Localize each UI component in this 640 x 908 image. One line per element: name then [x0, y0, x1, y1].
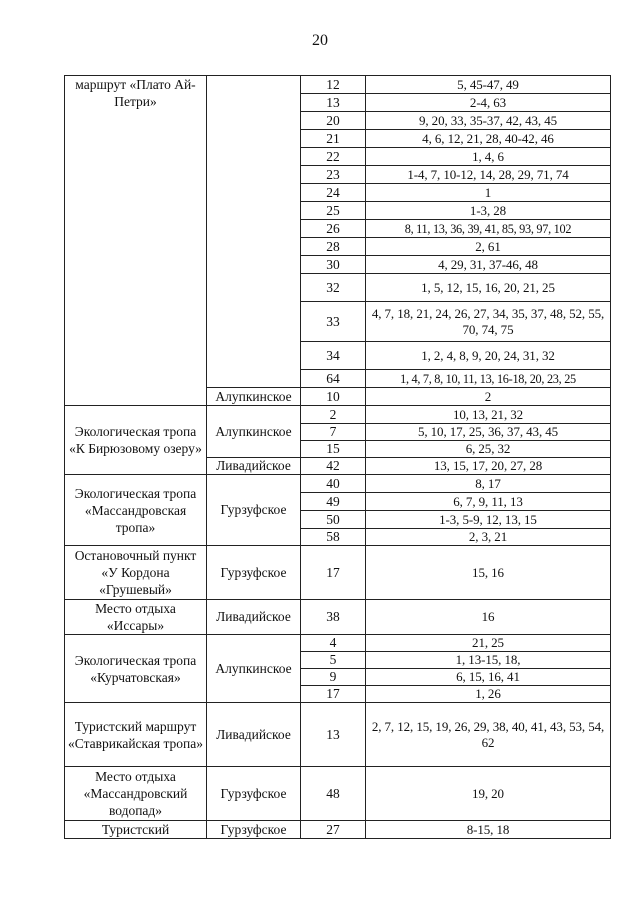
- table-row: [65, 600, 611, 635]
- object-name-cell: Туристский маршрут «Ставрикайская тропа»: [65, 703, 207, 767]
- quarter-cell: 50: [301, 511, 366, 529]
- quarter-cell: 15: [301, 441, 366, 458]
- quarter-cell: 42: [301, 458, 366, 475]
- plots-cell: 5, 10, 17, 25, 36, 37, 43, 45: [366, 424, 611, 441]
- quarter-cell: 12: [301, 76, 366, 94]
- quarter-cell: 17: [301, 546, 366, 600]
- plots-cell: 15, 16: [366, 546, 611, 600]
- table-row: [65, 703, 611, 767]
- forestry-cell: Алупкинское: [207, 635, 301, 703]
- quarter-cell: 28: [301, 238, 366, 256]
- table-row: [65, 821, 611, 839]
- table-body: [65, 76, 611, 839]
- forestry-cell: Ливадийское: [207, 703, 301, 767]
- plots-cell: 6, 7, 9, 11, 13: [366, 493, 611, 511]
- forest-plots-table: [64, 75, 611, 839]
- plots-cell: 2: [366, 388, 611, 406]
- plots-cell: 1, 4, 7, 8, 10, 11, 13, 16-18, 20, 23, 25: [366, 370, 611, 388]
- forestry-cell: Гурзуфское: [207, 767, 301, 821]
- quarter-cell: 38: [301, 600, 366, 635]
- quarter-cell: 7: [301, 424, 366, 441]
- quarter-cell: 40: [301, 475, 366, 493]
- quarter-cell: 4: [301, 635, 366, 652]
- forestry-cell: Гурзуфское: [207, 821, 301, 839]
- plots-cell: 8, 11, 13, 36, 39, 41, 85, 93, 97, 102: [366, 220, 611, 238]
- table-row: [65, 475, 611, 493]
- plots-cell: 8-15, 18: [366, 821, 611, 839]
- plots-cell: 1-4, 7, 10-12, 14, 28, 29, 71, 74: [366, 166, 611, 184]
- quarter-cell: 27: [301, 821, 366, 839]
- quarter-cell: 9: [301, 669, 366, 686]
- table-row: [65, 767, 611, 821]
- object-name-cell: Экологическая тропа «Курчатовская»: [65, 635, 207, 703]
- plots-cell: 1, 2, 4, 8, 9, 20, 24, 31, 32: [366, 342, 611, 370]
- object-name-cell: Экологическая тропа «Массандровская тропа»: [65, 475, 207, 546]
- plots-cell: 6, 15, 16, 41: [366, 669, 611, 686]
- plots-cell: 4, 7, 18, 21, 24, 26, 27, 34, 35, 37, 48, 52, 55, 70, 74, 75: [366, 302, 611, 342]
- plots-cell: 19, 20: [366, 767, 611, 821]
- plots-cell: 10, 13, 21, 32: [366, 406, 611, 424]
- forestry-cell: Гурзуфское: [207, 546, 301, 600]
- table-row: [65, 76, 611, 94]
- quarter-cell: 13: [301, 703, 366, 767]
- quarter-cell: 10: [301, 388, 366, 406]
- plots-cell: 6, 25, 32: [366, 441, 611, 458]
- quarter-cell: 26: [301, 220, 366, 238]
- plots-cell: 2, 61: [366, 238, 611, 256]
- plots-cell: 2, 3, 21: [366, 529, 611, 546]
- plots-cell: 21, 25: [366, 635, 611, 652]
- page-number: 20: [312, 32, 328, 49]
- plots-cell: 16: [366, 600, 611, 635]
- forestry-cell: [207, 76, 301, 388]
- object-name-cell: Остановочный пункт «У Кордона «Грушевый»: [65, 546, 207, 600]
- plots-cell: 9, 20, 33, 35-37, 42, 43, 45: [366, 112, 611, 130]
- object-name-cell: Место отдыха «Иссары»: [65, 600, 207, 635]
- plots-cell: 1, 5, 12, 15, 16, 20, 21, 25: [366, 274, 611, 302]
- quarter-cell: 17: [301, 686, 366, 703]
- quarter-cell: 24: [301, 184, 366, 202]
- quarter-cell: 58: [301, 529, 366, 546]
- plots-cell: 1-3, 5-9, 12, 13, 15: [366, 511, 611, 529]
- quarter-cell: 33: [301, 302, 366, 342]
- quarter-cell: 25: [301, 202, 366, 220]
- table-row: [65, 635, 611, 652]
- plots-cell: 1, 13-15, 18,: [366, 652, 611, 669]
- object-name-cell: Экологическая тропа «К Бирюзовому озеру»: [65, 406, 207, 475]
- quarter-cell: 48: [301, 767, 366, 821]
- forestry-cell: Гурзуфское: [207, 475, 301, 546]
- forestry-cell: Алупкинское: [207, 388, 301, 406]
- object-name-cell: Место отдыха «Массандровский водопад»: [65, 767, 207, 821]
- table-row: [65, 546, 611, 600]
- plots-cell: 5, 45-47, 49: [366, 76, 611, 94]
- plots-cell: 1-3, 28: [366, 202, 611, 220]
- quarter-cell: 5: [301, 652, 366, 669]
- table-row: [65, 406, 611, 424]
- plots-cell: 1: [366, 184, 611, 202]
- plots-cell: 8, 17: [366, 475, 611, 493]
- plots-cell: 13, 15, 17, 20, 27, 28: [366, 458, 611, 475]
- plots-cell: 2, 7, 12, 15, 19, 26, 29, 38, 40, 41, 43, 53, 54, 62: [366, 703, 611, 767]
- plots-cell: 4, 6, 12, 21, 28, 40-42, 46: [366, 130, 611, 148]
- quarter-cell: 34: [301, 342, 366, 370]
- quarter-cell: 2: [301, 406, 366, 424]
- quarter-cell: 13: [301, 94, 366, 112]
- quarter-cell: 23: [301, 166, 366, 184]
- quarter-cell: 21: [301, 130, 366, 148]
- quarter-cell: 20: [301, 112, 366, 130]
- forestry-cell: Алупкинское: [207, 406, 301, 458]
- plots-cell: 1, 4, 6: [366, 148, 611, 166]
- quarter-cell: 32: [301, 274, 366, 302]
- forestry-cell: Ливадийское: [207, 458, 301, 475]
- quarter-cell: 49: [301, 493, 366, 511]
- plots-cell: 1, 26: [366, 686, 611, 703]
- object-name-cell: Туристский: [65, 821, 207, 839]
- quarter-cell: 22: [301, 148, 366, 166]
- plots-cell: 4, 29, 31, 37-46, 48: [366, 256, 611, 274]
- forestry-cell: Ливадийское: [207, 600, 301, 635]
- quarter-cell: 30: [301, 256, 366, 274]
- plots-cell: 2-4, 63: [366, 94, 611, 112]
- object-name-cell: маршрут «Плато Ай-Петри»: [65, 76, 207, 406]
- quarter-cell: 64: [301, 370, 366, 388]
